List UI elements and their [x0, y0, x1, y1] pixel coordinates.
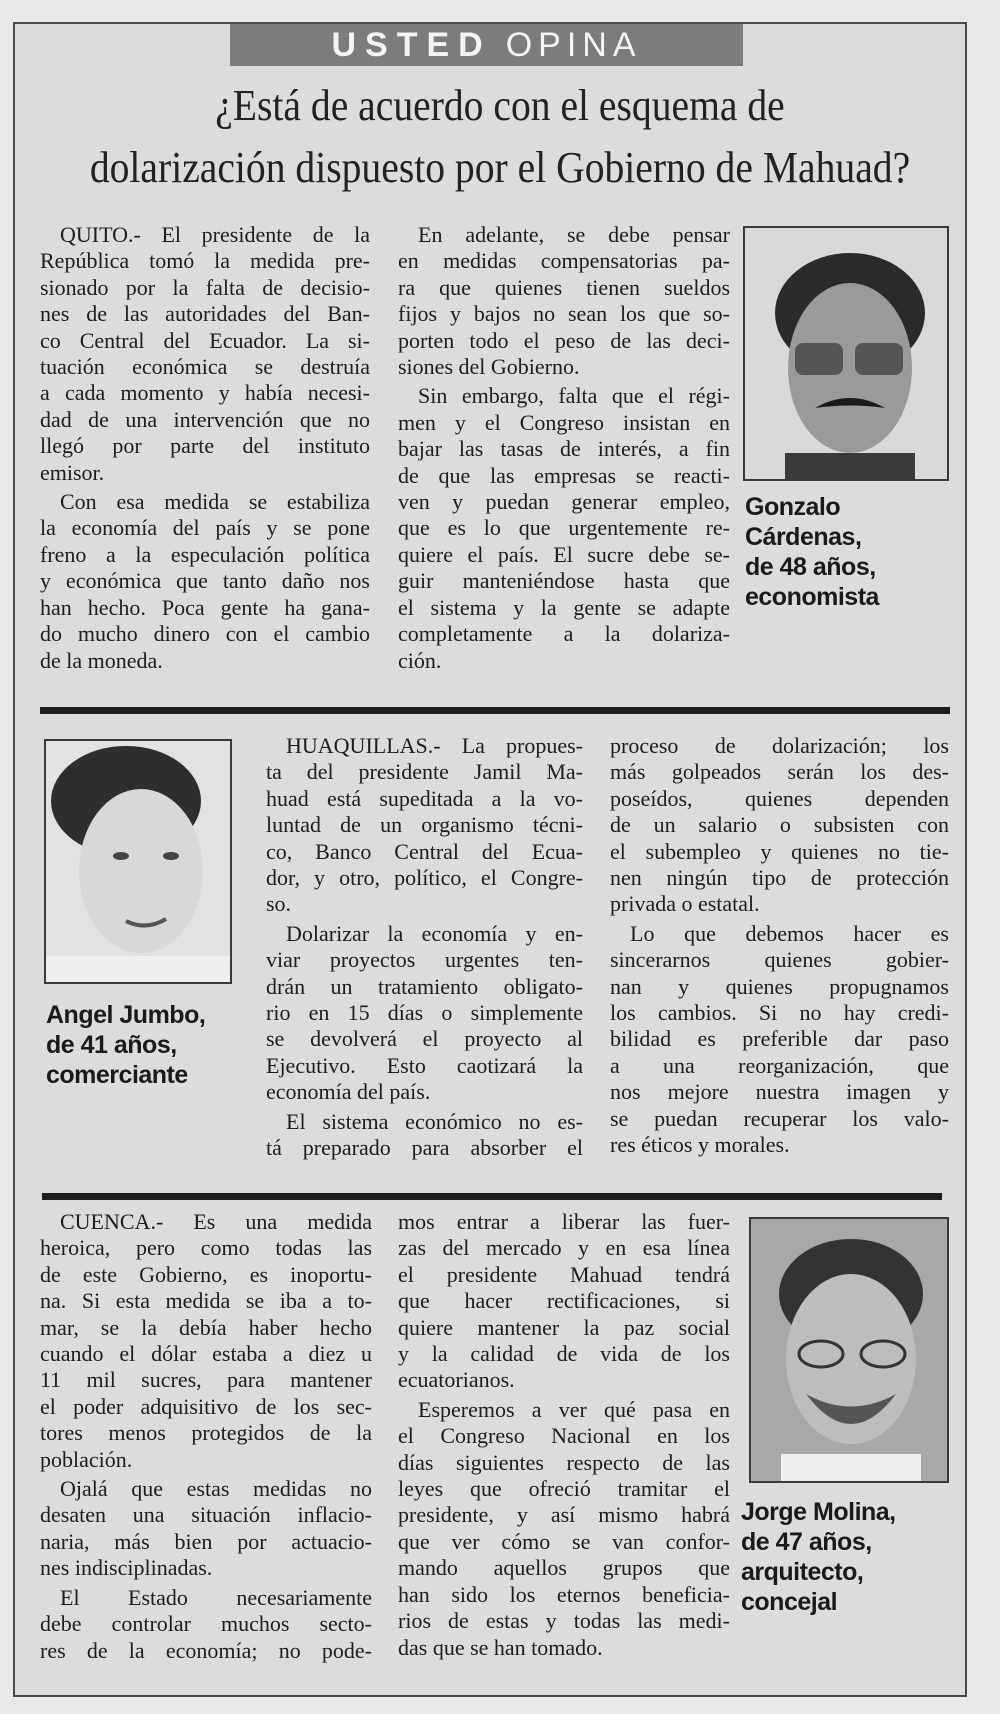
text-line: res éticos y morales.	[610, 1132, 790, 1158]
paragraph	[40, 1585, 372, 1664]
text-line: se devolverá el proyecto al	[266, 1026, 583, 1052]
text-line: que es lo que urgentemente re-	[398, 515, 730, 541]
opinion-1-column-2	[398, 222, 730, 677]
caption-line: concejal	[741, 1588, 838, 1616]
paragraph	[398, 383, 730, 673]
text-line: huad está supeditada a la vo-	[266, 785, 583, 811]
text-line: do mucho dinero con el cambio	[40, 621, 370, 647]
text-line: das que se han tomado.	[398, 1634, 603, 1660]
text-line: ción.	[398, 647, 442, 673]
headline-line-2: dolarización dispuesto por el Gobierno de Mahuad?	[89, 143, 911, 192]
text-line: más golpeados serán los des-	[610, 759, 949, 785]
portrait-angel-jumbo	[44, 739, 232, 984]
text-line: han sido los eternos beneficia-	[398, 1581, 730, 1607]
headline	[68, 75, 932, 199]
text-line: el subempleo y quienes no tie-	[610, 838, 949, 864]
paragraph	[266, 921, 583, 1106]
text-line: quiere mantener la paz social	[398, 1314, 730, 1340]
paragraph	[398, 1397, 730, 1661]
text-line: bajar las tasas de interés, a fin	[398, 436, 730, 462]
text-line: nes de las autoridades del Ban-	[40, 301, 370, 327]
text-line: Ojalá que estas medidas no	[60, 1476, 372, 1502]
text-line: quiere el país. El sucre debe se-	[398, 541, 730, 567]
text-line: de que las empresas se reacti-	[398, 462, 730, 488]
text-line: QUITO.- El presidente de la	[60, 222, 370, 247]
text-line: porten todo el peso de las deci-	[398, 327, 730, 353]
text-line: Esperemos a ver qué pasa en	[418, 1396, 730, 1422]
text-line: drán un tratamiento obligato-	[266, 973, 583, 999]
text-line: guir manteniéndose hasta que	[398, 568, 730, 594]
text-line: tá preparado para absorber el	[266, 1135, 583, 1161]
text-line: luntad de un organismo técni-	[266, 812, 583, 838]
text-line: ra que quienes tienen sueldos	[398, 274, 730, 300]
section-band	[230, 24, 743, 66]
text-line: y económica que tanto daño nos	[40, 568, 370, 594]
text-line: siones del Gobierno.	[398, 354, 580, 380]
divider	[42, 1193, 942, 1200]
text-line: Dolarizar la economía y en-	[286, 920, 583, 946]
headline-line-1: ¿Está de acuerdo con el esquema de	[215, 81, 785, 130]
text-line: privada o estatal.	[610, 891, 760, 917]
text-line: En adelante, se debe pensar	[418, 222, 730, 247]
opinion-2-column-2	[610, 733, 949, 1162]
text-line: se puedan recuperar los valo-	[610, 1105, 949, 1131]
text-line: dad de una intervención que no	[40, 406, 370, 432]
text-line: naria, más bien por actuacio-	[40, 1528, 372, 1554]
text-line: ven y puedan generar empleo,	[398, 489, 730, 515]
caption-line: economista	[745, 583, 879, 611]
text-line: de este Gobierno, es inoportu-	[40, 1261, 372, 1287]
text-line: mando aquellos grupos que	[398, 1555, 730, 1581]
caption-line: comerciante	[46, 1061, 188, 1089]
text-line: y la calidad de vida de los	[398, 1341, 730, 1367]
text-line: el presidente Mahuad tendrá	[398, 1261, 730, 1287]
text-line: el Congreso Nacional en los	[398, 1423, 730, 1449]
text-line: viar proyectos urgentes ten-	[266, 947, 583, 973]
text-line: los cambios. Si no hay credi-	[610, 1000, 949, 1026]
text-line: co, Banco Central del Ecua-	[266, 838, 583, 864]
caption-jorge-molina	[741, 1497, 896, 1617]
band-bold: USTED	[331, 26, 492, 64]
paragraph	[40, 489, 370, 674]
text-line: presidente, y así mismo habrá	[398, 1502, 730, 1528]
text-line: dor, y otro, político, el Congre-	[266, 865, 583, 891]
text-line: el poder adquisitivo de los sec-	[40, 1393, 372, 1419]
paragraph	[398, 1209, 730, 1394]
divider	[40, 707, 950, 714]
text-line: mos entrar a liberar las fuer-	[398, 1209, 730, 1234]
text-line: han hecho. Poca gente ha gana-	[40, 594, 370, 620]
text-line: economía del país.	[266, 1079, 431, 1105]
text-line: rios de estas y todas las medi-	[398, 1608, 730, 1634]
paragraph	[266, 733, 583, 918]
text-line: que hacer rectificaciones, si	[398, 1288, 730, 1314]
caption-line: Angel Jumbo,	[46, 1001, 206, 1029]
portrait-jorge-molina	[749, 1217, 949, 1483]
text-line: desaten una situación inflacio-	[40, 1502, 372, 1528]
text-line: proceso de dolarización; los	[610, 733, 949, 758]
text-line: sincerarnos quienes gobier-	[610, 947, 949, 973]
text-line: población.	[40, 1446, 133, 1472]
paragraph	[610, 733, 949, 918]
text-line: emisor.	[40, 459, 105, 485]
text-line: tores menos protegidos de la	[40, 1420, 372, 1446]
paragraph	[40, 1476, 372, 1582]
portrait-gonzalo-cardenas	[743, 226, 949, 481]
text-line: en medidas compensatorias pa-	[398, 248, 730, 274]
text-line: de la moneda.	[40, 647, 163, 673]
text-line: El Estado necesariamente	[60, 1584, 372, 1610]
caption-angel-jumbo	[46, 1000, 205, 1090]
text-line: la economía del país y se pone	[40, 515, 370, 541]
caption-line: Gonzalo	[745, 493, 841, 521]
text-line: leyes que ofreció tramitar el	[398, 1476, 730, 1502]
text-line: CUENCA.- Es una medida	[60, 1209, 372, 1234]
text-line: men y el Congreso insistan en	[398, 409, 730, 435]
text-line: El sistema económico no es-	[286, 1108, 583, 1134]
caption-line: Cárdenas,	[745, 523, 862, 551]
text-line: cuando el dólar estaba a diez u	[40, 1341, 372, 1367]
text-line: mar, se la debía haber hecho	[40, 1314, 372, 1340]
paragraph	[40, 222, 370, 486]
caption-line: de 41 años,	[46, 1031, 177, 1059]
text-line: bilidad es preferible dar paso	[610, 1026, 949, 1052]
text-line: días siguientes respecto de las	[398, 1449, 730, 1475]
caption-line: arquitecto,	[741, 1558, 864, 1586]
text-line: a una reorganización, que	[610, 1052, 949, 1078]
caption-gonzalo-cardenas	[745, 492, 879, 612]
text-line: de un salario o subsisten con	[610, 812, 949, 838]
text-line: 11 mil sucres, para mantener	[40, 1367, 372, 1393]
text-line: llegó por parte del instituto	[40, 433, 370, 459]
text-line: debe controlar muchos secto-	[40, 1611, 372, 1637]
paragraph	[40, 1209, 372, 1473]
opinion-3-column-1	[40, 1209, 372, 1667]
text-line: República tomó la medida pre-	[40, 248, 370, 274]
text-line: freno a la especulación política	[40, 541, 370, 567]
opinion-2-column-1	[266, 733, 583, 1165]
text-line: sionado por la falta de decisio-	[40, 274, 370, 300]
text-line: a cada momento y había necesi-	[40, 380, 370, 406]
text-line: que ver cómo se van confor-	[398, 1528, 730, 1554]
text-line: Ejecutivo. Esto caotizará la	[266, 1052, 583, 1078]
text-line: Sin embargo, falta que el régi-	[418, 383, 730, 409]
caption-line: Jorge Molina,	[741, 1498, 896, 1526]
text-line: so.	[266, 891, 292, 917]
opinion-1-column-1	[40, 222, 370, 677]
text-line: Con esa medida se estabiliza	[60, 489, 370, 515]
text-line: heroica, pero como todas las	[40, 1235, 372, 1261]
text-line: HUAQUILLAS.- La propues-	[286, 733, 583, 758]
text-line: nan y quienes propugnamos	[610, 973, 949, 999]
text-line: poseídos, quienes dependen	[610, 785, 949, 811]
text-line: zas del mercado y en esa línea	[398, 1235, 730, 1261]
text-line: nos mejore nuestra imagen y	[610, 1079, 949, 1105]
text-line: el sistema y la gente se adapte	[398, 594, 730, 620]
paragraph	[610, 921, 949, 1159]
text-line: nen ningún tipo de protección	[610, 865, 949, 891]
text-line: tuación económica se destruía	[40, 354, 370, 380]
band-light: OPINA	[505, 26, 642, 64]
paragraph	[266, 1109, 583, 1162]
text-line: na. Si esta medida se iba a to-	[40, 1288, 372, 1314]
text-line: nes indisciplinadas.	[40, 1555, 213, 1581]
text-line: ta del presidente Jamil Ma-	[266, 759, 583, 785]
text-line: Lo que debemos hacer es	[630, 920, 949, 946]
text-line: rio en 15 días o simplemente	[266, 1000, 583, 1026]
caption-line: de 47 años,	[741, 1528, 872, 1556]
opinion-3-column-2	[398, 1209, 730, 1664]
text-line: completamente a la dolariza-	[398, 621, 730, 647]
text-line: ecuatorianos.	[398, 1367, 515, 1393]
text-line: fijos y bajos no sean los que so-	[398, 301, 730, 327]
caption-line: de 48 años,	[745, 553, 876, 581]
text-line: res de la economía; no pode-	[40, 1637, 372, 1663]
text-line: co Central del Ecuador. La si-	[40, 327, 370, 353]
paragraph	[398, 222, 730, 380]
